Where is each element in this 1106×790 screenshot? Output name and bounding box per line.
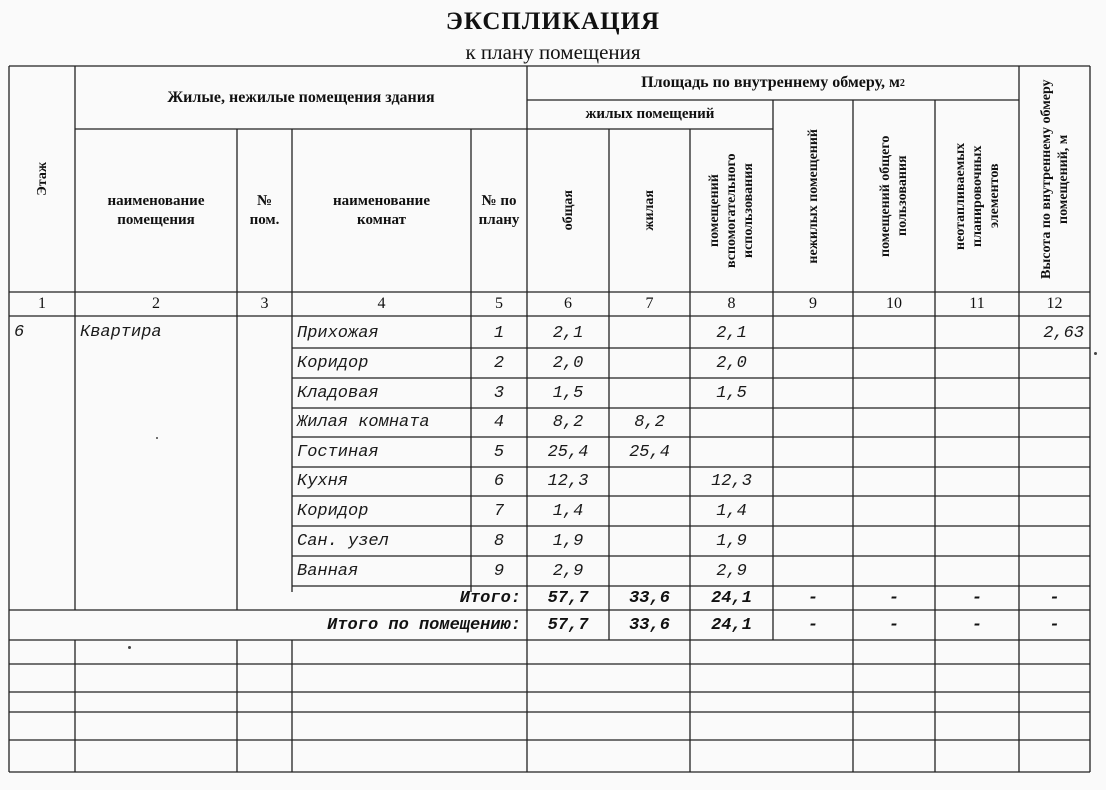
room-plan-no: 3: [493, 383, 505, 403]
header-auxiliary: помещений вспомогательного использования: [707, 153, 756, 268]
header-premises-group: Жилые, нежилые помещения здания: [167, 88, 435, 106]
header-living: жилая: [642, 190, 657, 231]
grand-total-total: 57,7: [547, 615, 589, 635]
room-total-area: 2,0: [552, 353, 584, 373]
room-name: Кладовая: [297, 383, 379, 403]
subtotal-label: Итого:: [459, 588, 521, 608]
room-living-area: [609, 348, 690, 378]
room-aux-area: [690, 437, 773, 467]
room-total-area: 8,2: [552, 413, 584, 432]
document-subtitle: к плану помещения: [465, 40, 641, 64]
column-number: 9: [809, 295, 817, 312]
subtotal-aux: 24,1: [711, 588, 752, 608]
scan-speck: [1094, 352, 1097, 355]
room-total-area: 1,9: [552, 531, 584, 551]
grand-total-unheated: -: [971, 615, 983, 635]
room-total-area: 2,9: [552, 561, 584, 581]
column-number: 7: [645, 295, 654, 312]
room-name: Жилая комната: [297, 413, 430, 432]
premise-value: Квартира: [80, 322, 162, 342]
room-plan-no: 7: [493, 501, 505, 521]
room-total-area: 12,3: [547, 472, 589, 491]
header-unheated: неотапливаемых планировочных элементов: [952, 142, 1002, 250]
column-number: 4: [377, 295, 386, 312]
header-room-name: наименование комнат: [333, 192, 430, 228]
room-aux-area: 2,1: [716, 323, 747, 343]
room-name: Коридор: [297, 353, 369, 373]
room-living-area: [609, 467, 690, 496]
header-plan-no: № по плану: [478, 192, 520, 228]
room-living-area: 25,4: [629, 442, 670, 462]
header-area-group: Площадь по внутреннему обмеру, м 2: [641, 74, 905, 91]
room-name: Коридор: [297, 501, 369, 521]
room-aux-area: 2,9: [716, 561, 747, 581]
subtotal-nonres: -: [807, 588, 819, 608]
room-name: Гостиная: [297, 442, 379, 462]
column-number: 1: [38, 295, 46, 312]
column-number: 3: [260, 295, 269, 312]
grand-total-aux: 24,1: [711, 615, 752, 635]
column-number: 6: [564, 295, 572, 312]
room-plan-no: 1: [493, 323, 505, 343]
column-number: 8: [727, 295, 736, 312]
room-total-area: 1,5: [552, 383, 584, 403]
column-number: 12: [1046, 295, 1063, 312]
room-total-area: 25,4: [547, 442, 589, 462]
subtotal-living: 33,6: [629, 588, 670, 608]
room-aux-area: [690, 408, 773, 437]
grand-total-living: 33,6: [629, 615, 670, 635]
room-plan-no: 4: [493, 413, 505, 432]
room-living-area: [609, 496, 690, 526]
subtotal-common: -: [888, 588, 900, 608]
room-name: Ванная: [297, 561, 359, 581]
subtotal-height: -: [1049, 588, 1060, 608]
column-number: 5: [495, 295, 503, 312]
floor-value: 6: [14, 322, 25, 342]
room-aux-area: 1,4: [716, 501, 747, 521]
subtotal-total: 57,7: [547, 588, 589, 608]
room-name: Сан. узел: [297, 531, 389, 551]
room-living-area: [609, 526, 690, 556]
document-title: ЭКСПЛИКАЦИЯ: [445, 8, 661, 35]
header-common-use: помещений общего пользования: [878, 135, 910, 257]
room-aux-area: 1,9: [716, 531, 747, 551]
grand-total-common: -: [888, 615, 900, 635]
column-number: 11: [969, 295, 985, 312]
header-floor: Этаж: [34, 162, 50, 196]
header-premise-no: № пом.: [249, 192, 280, 228]
header-height: Высота по внутреннему обмеру помещений, м: [1038, 79, 1071, 279]
room-living-area: [609, 378, 690, 408]
room-aux-area: 2,0: [716, 353, 747, 373]
subtotal-unheated: -: [971, 588, 983, 608]
room-name: Кухня: [297, 472, 349, 491]
room-living-area: [609, 318, 690, 348]
room-plan-no: 6: [493, 472, 505, 491]
room-living-area: [609, 556, 690, 586]
column-number: 2: [152, 295, 160, 312]
room-total-area: 2,1: [552, 323, 584, 343]
header-living-group: жилых помещений: [585, 106, 715, 122]
scan-speck: [156, 437, 158, 439]
header-total: общая: [560, 190, 576, 231]
grand-total-label: Итого по помещению:: [327, 615, 521, 635]
room-plan-no: 8: [493, 531, 505, 551]
room-plan-no: 9: [493, 561, 505, 581]
grand-total-nonres: -: [807, 615, 819, 635]
scan-speck: [128, 646, 131, 649]
room-plan-no: 2: [493, 353, 505, 373]
room-living-area: 8,2: [634, 413, 665, 432]
grand-total-height: -: [1049, 615, 1060, 635]
room-aux-area: 12,3: [711, 472, 752, 491]
room-aux-area: 1,5: [716, 383, 747, 403]
column-number: 10: [886, 295, 902, 312]
header-premise-name: наименование помещения: [107, 192, 205, 228]
room-total-area: 1,4: [552, 501, 584, 521]
room-plan-no: 5: [493, 442, 505, 462]
header-nonresidential: нежилых помещений: [805, 128, 821, 264]
height-value: 2,63: [1043, 323, 1084, 343]
room-name: Прихожая: [297, 323, 379, 343]
